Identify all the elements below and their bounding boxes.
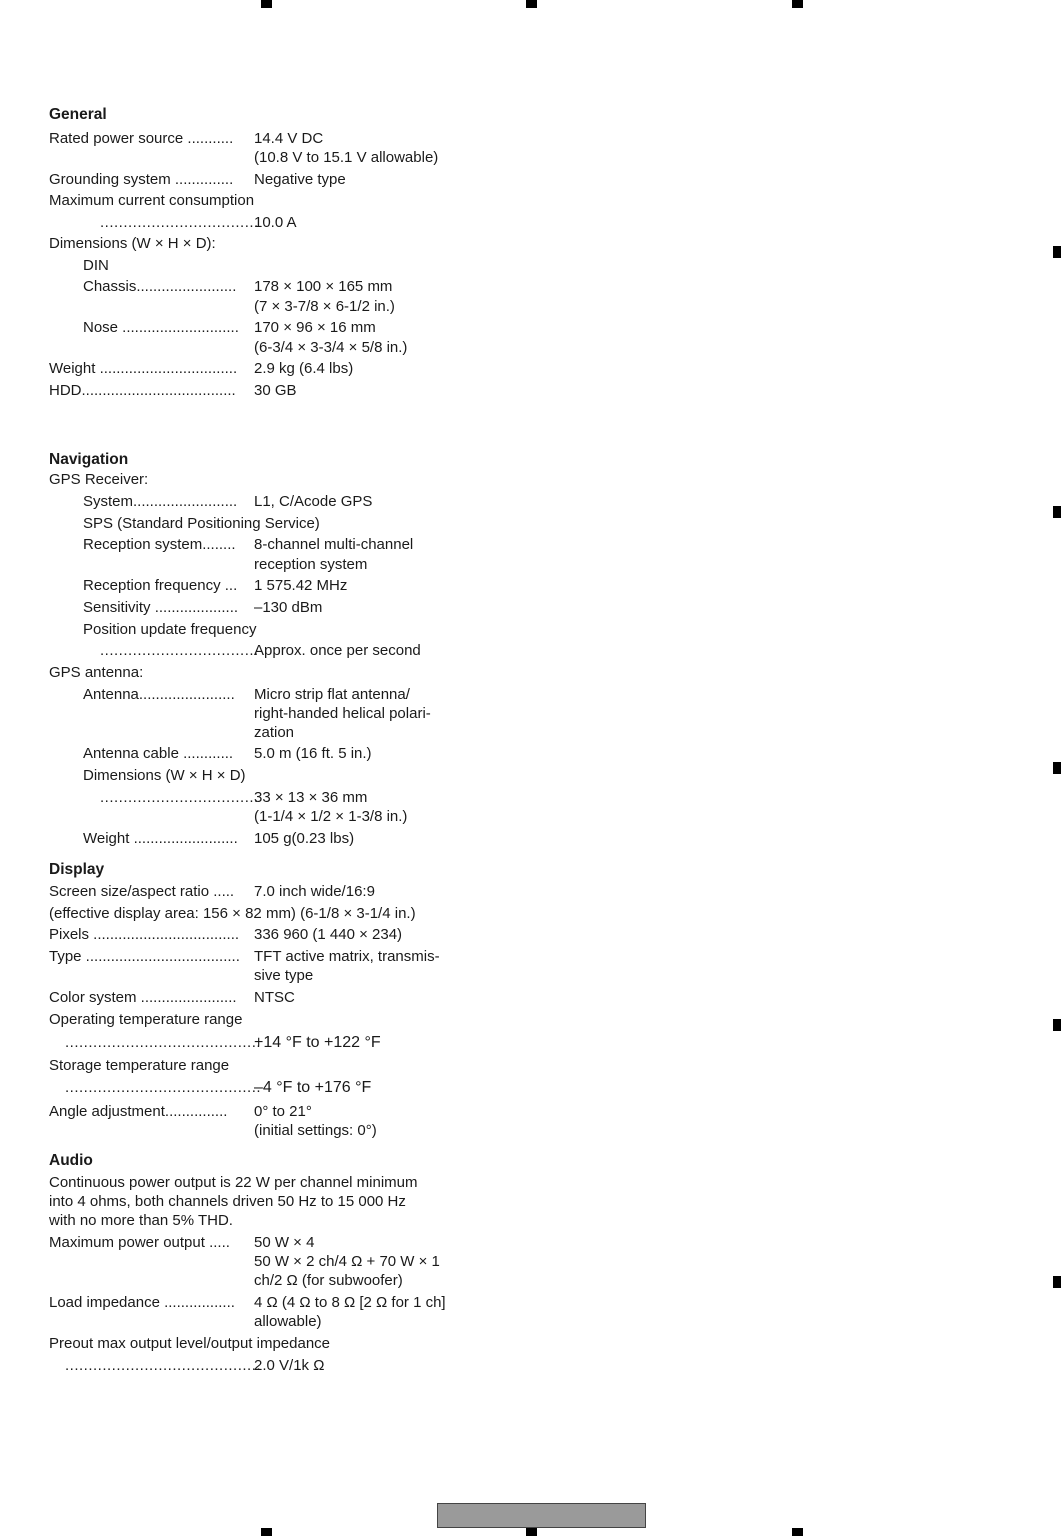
spec-label: SPS (Standard Positioning Service) xyxy=(83,515,320,532)
registration-mark-bottom-2 xyxy=(526,1528,537,1536)
spec-label: Type ..................................... xyxy=(49,948,240,965)
spec-label: System......................... xyxy=(83,493,238,510)
section-heading: Audio xyxy=(49,1152,93,1169)
registration-mark-top-2 xyxy=(526,0,537,8)
spec-leader-dots: .......................................... xyxy=(65,1034,262,1051)
registration-mark-bottom-3 xyxy=(792,1528,803,1536)
spec-label: Weight ......................... xyxy=(83,830,238,847)
spec-label: Angle adjustment............... xyxy=(49,1103,228,1120)
spec-label: Position update frequency xyxy=(83,621,257,638)
spec-value: 1 575.42 MHz xyxy=(254,577,348,594)
spec-value: (10.8 V to 15.1 V allowable) xyxy=(254,149,439,166)
spec-value: 50 W × 4 xyxy=(254,1234,315,1251)
spec-value: 33 × 13 × 36 mm xyxy=(254,789,368,806)
spec-label: Color system ....................... xyxy=(49,989,237,1006)
spec-label: HDD..................................... xyxy=(49,382,236,399)
spec-value: 170 × 96 × 16 mm xyxy=(254,319,376,336)
spec-label: Reception frequency ... xyxy=(83,577,238,594)
spec-label: GPS Receiver: xyxy=(49,471,149,488)
spec-leader-dots: .................................. xyxy=(100,214,259,231)
spec-value: 4 Ω (4 Ω to 8 Ω [2 Ω for 1 ch] xyxy=(254,1294,446,1311)
spec-label: Chassis........................ xyxy=(83,278,237,295)
spec-label: Maximum power output ..... xyxy=(49,1234,230,1251)
spec-label: Sensitivity .................... xyxy=(83,599,239,616)
spec-value: 0° to 21° xyxy=(254,1103,312,1120)
spec-label: (effective display area: 156 × 82 mm) (6-1/8 × 3-1/4 in.) xyxy=(49,905,416,922)
spec-label: Pixels ................................... xyxy=(49,926,240,943)
navigation-section xyxy=(49,449,469,847)
spec-value: (7 × 3-7/8 × 6-1/2 in.) xyxy=(254,298,395,315)
section-heading: Navigation xyxy=(49,451,129,468)
spec-value: ch/2 Ω (for subwoofer) xyxy=(254,1272,403,1289)
spec-value: Negative type xyxy=(254,171,346,188)
spec-value: Micro strip flat antenna/ xyxy=(254,686,410,703)
spec-label: Screen size/aspect ratio ..... xyxy=(49,883,235,900)
registration-mark-top-1 xyxy=(261,0,272,8)
spec-label: Grounding system .............. xyxy=(49,171,234,188)
spec-value: 7.0 inch wide/16:9 xyxy=(254,883,375,900)
general-section xyxy=(49,104,469,399)
spec-value: 8-channel multi-channel xyxy=(254,536,414,553)
section-heading: General xyxy=(49,106,107,123)
registration-mark-side-4 xyxy=(1053,1019,1061,1031)
spec-value: Approx. once per second xyxy=(254,642,421,659)
spec-label: Load impedance ................. xyxy=(49,1294,235,1311)
spec-value: 5.0 m (16 ft. 5 in.) xyxy=(254,745,372,762)
spec-text: Continuous power output is 22 W per channel minimum xyxy=(49,1174,418,1191)
spec-value: right-handed helical polari- xyxy=(254,705,431,722)
spec-leader-dots: .................................. xyxy=(100,789,259,806)
spec-value: 2.0 V/1k Ω xyxy=(254,1357,325,1374)
spec-value: 50 W × 2 ch/4 Ω + 70 W × 1 xyxy=(254,1253,440,1270)
spec-value: +14 °F to +122 °F xyxy=(254,1034,381,1051)
spec-label: Preout max output level/output impedance xyxy=(49,1335,331,1352)
spec-value: 10.0 A xyxy=(254,214,297,231)
spec-text: with no more than 5% THD. xyxy=(49,1212,233,1229)
spec-label: Maximum current consumption xyxy=(49,192,255,209)
spec-label: Storage temperature range xyxy=(49,1057,230,1074)
spec-leader-dots: .......................................... xyxy=(65,1079,262,1096)
spec-value: 178 × 100 × 165 mm xyxy=(254,278,393,295)
spec-label: Operating temperature range xyxy=(49,1011,243,1028)
spec-label: Weight ................................. xyxy=(49,360,238,377)
spec-value: 336 960 (1 440 × 234) xyxy=(254,926,403,943)
spec-text: into 4 ohms, both channels driven 50 Hz to 15 000 Hz xyxy=(49,1193,406,1210)
spec-value: zation xyxy=(254,724,295,741)
registration-mark-top-3 xyxy=(792,0,803,8)
registration-mark-side-2 xyxy=(1053,506,1061,518)
spec-value: –4 °F to +176 °F xyxy=(254,1079,372,1096)
spec-value: L1, C/Acode GPS xyxy=(254,493,373,510)
spec-label: Nose ............................ xyxy=(83,319,239,336)
spec-value: allowable) xyxy=(254,1313,322,1330)
display-section xyxy=(49,859,469,1139)
spec-value: (1-1/4 × 1/2 × 1-3/8 in.) xyxy=(254,808,408,825)
spec-label: Reception system........ xyxy=(83,536,236,553)
registration-mark-side-1 xyxy=(1053,246,1061,258)
spec-value: (6-3/4 × 3-3/4 × 5/8 in.) xyxy=(254,339,408,356)
spec-label: GPS antenna: xyxy=(49,664,144,681)
audio-section xyxy=(49,1150,469,1374)
spec-leader-dots: .................................. xyxy=(100,642,259,659)
page-number-box xyxy=(437,1503,646,1528)
spec-value: –130 dBm xyxy=(254,599,323,616)
spec-label: Antenna cable ............ xyxy=(83,745,234,762)
spec-value: reception system xyxy=(254,556,368,573)
spec-value: 2.9 kg (6.4 lbs) xyxy=(254,360,354,377)
spec-value: 14.4 V DC xyxy=(254,130,324,147)
registration-mark-side-5 xyxy=(1053,1276,1061,1288)
spec-value: NTSC xyxy=(254,989,295,1006)
spec-leader-dots: .......................................... xyxy=(65,1357,262,1374)
spec-value: 30 GB xyxy=(254,382,297,399)
spec-value: 105 g(0.23 lbs) xyxy=(254,830,355,847)
registration-mark-side-3 xyxy=(1053,762,1061,774)
spec-label: Dimensions (W × H × D): xyxy=(49,235,216,252)
registration-mark-bottom-1 xyxy=(261,1528,272,1536)
spec-label: DIN xyxy=(83,257,109,274)
spec-value: sive type xyxy=(254,967,314,984)
spec-label: Rated power source ........... xyxy=(49,130,234,147)
spec-label: Antenna....................... xyxy=(83,686,235,703)
section-heading: Display xyxy=(49,861,105,878)
spec-value: (initial settings: 0°) xyxy=(254,1122,377,1139)
spec-label: Dimensions (W × H × D) xyxy=(83,767,246,784)
spec-value: TFT active matrix, transmis- xyxy=(254,948,440,965)
